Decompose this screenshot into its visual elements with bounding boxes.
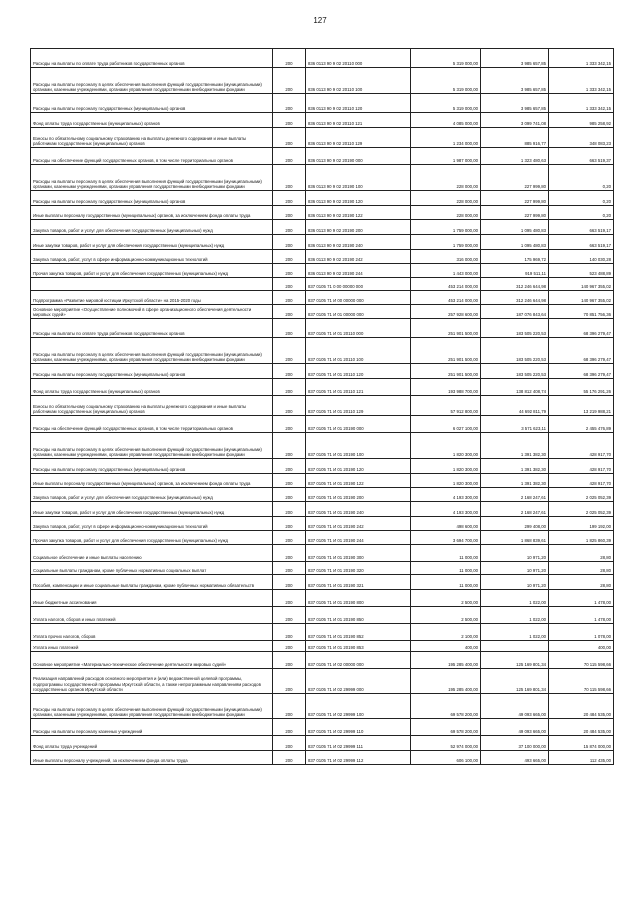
row-plan-amount: 453 214 000,00: [411, 291, 481, 305]
row-name: Прочая закупка товаров, работ и услуг для обеспечения государственных (муниципальных) нужд: [31, 531, 273, 545]
table-row: [31, 652, 614, 669]
row-plan-amount: 5 319 000,00: [411, 94, 481, 113]
row-name: Уплата налогов, сборов и иных платежей: [31, 607, 273, 624]
row-ved-code: 200: [273, 474, 306, 488]
row-remaining-amount: 70 115 598,66: [549, 669, 614, 694]
row-ved-code: 200: [273, 128, 306, 148]
row-executed-amount: 312 246 644,98: [481, 278, 549, 291]
row-classification-code: 837 0105 71 И 02 29999 112: [306, 751, 411, 765]
row-name: Закупка товаров, работ и услуг для обеспечения государственных (муниципальных) нужд: [31, 220, 273, 235]
table-row: [31, 165, 614, 191]
row-classification-code: 837 0105 71 И 01 20190 240: [306, 502, 411, 517]
row-plan-amount: 1 820 300,00: [411, 474, 481, 488]
row-executed-amount: 1 095 480,83: [481, 235, 549, 250]
row-plan-amount: 1 987 000,00: [411, 148, 481, 165]
row-name: Расходы на обеспечение функций государственных органов, в том числе территориальных органов: [31, 416, 273, 433]
row-executed-amount: 227 999,80: [481, 206, 549, 220]
table-row: [31, 669, 614, 694]
row-classification-code: 837 0105 71 И 01 20190 850: [306, 607, 411, 624]
budget-table: [30, 48, 614, 765]
row-remaining-amount: 140 967 355,02: [549, 291, 614, 305]
row-ved-code: 200: [273, 291, 306, 305]
row-executed-amount: 1 391 382,30: [481, 459, 549, 474]
row-executed-amount: 3 099 741,08: [481, 113, 549, 128]
row-ved-code: 200: [273, 319, 306, 338]
table-row: [31, 517, 614, 531]
row-classification-code: 837 0105 71 0 00 00000 000: [306, 278, 411, 291]
row-name: Иные выплаты персоналу учреждений, за исключением фонда оплаты труда: [31, 751, 273, 765]
row-executed-amount: 919 511,11: [481, 264, 549, 278]
row-plan-amount: 498 600,00: [411, 517, 481, 531]
row-executed-amount: 3 985 657,85: [481, 94, 549, 113]
row-classification-code: 836 0113 90 9 02 20190 200: [306, 220, 411, 235]
row-remaining-amount: 663 519,17: [549, 235, 614, 250]
row-classification-code: 837 0105 71 И 01 20110 000: [306, 319, 411, 338]
row-name: [31, 278, 273, 291]
row-remaining-amount: 28,80: [549, 575, 614, 590]
row-remaining-amount: 348 083,23: [549, 128, 614, 148]
row-ved-code: 200: [273, 206, 306, 220]
row-ved-code: 200: [273, 433, 306, 459]
row-plan-amount: 193 988 700,00: [411, 379, 481, 396]
row-executed-amount: 3 985 657,85: [481, 49, 549, 68]
row-plan-amount: 69 578 200,00: [411, 694, 481, 719]
row-remaining-amount: 68 396 279,47: [549, 319, 614, 338]
row-name: Расходы на выплаты персоналу в целях обеспечения выполнения функций государственными (муниципальными) органами, казенными учреждениями, органами управления государственными внебюджетными фондами: [31, 68, 273, 94]
row-remaining-amount: 1 333 342,15: [549, 94, 614, 113]
row-executed-amount: 1 323 480,63: [481, 148, 549, 165]
table-row: [31, 94, 614, 113]
row-classification-code: 837 0105 71 И 01 20110 120: [306, 364, 411, 379]
row-classification-code: 837 0105 71 И 02 29999 000: [306, 669, 411, 694]
row-remaining-amount: 68 396 279,47: [549, 364, 614, 379]
row-remaining-amount: 20 484 535,00: [549, 694, 614, 719]
row-ved-code: 200: [273, 575, 306, 590]
row-name: Иные бюджетные ассигнования: [31, 590, 273, 607]
row-remaining-amount: 68 396 279,47: [549, 338, 614, 364]
row-classification-code: 837 0105 71 И 02 00000 000: [306, 652, 411, 669]
row-remaining-amount: 28,80: [549, 545, 614, 562]
row-executed-amount: 187 076 843,64: [481, 305, 549, 319]
row-remaining-amount: 1 478,00: [549, 607, 614, 624]
row-name: Расходы на выплаты персоналу государственных (муниципальных) органов: [31, 191, 273, 206]
table-row: [31, 220, 614, 235]
row-remaining-amount: 140 967 355,02: [549, 278, 614, 291]
table-row: [31, 338, 614, 364]
row-ved-code: 200: [273, 264, 306, 278]
row-plan-amount: 4 193 300,00: [411, 502, 481, 517]
page-number: 127: [313, 16, 327, 25]
row-classification-code: 836 0113 90 9 02 20110 129: [306, 128, 411, 148]
row-executed-amount: 885 916,77: [481, 128, 549, 148]
row-name: Расходы на выплаты по оплате труда работников государственных органов: [31, 49, 273, 68]
row-ved-code: 200: [273, 562, 306, 575]
row-remaining-amount: 1 825 860,39: [549, 531, 614, 545]
row-plan-amount: 228 000,00: [411, 165, 481, 191]
row-ved-code: 200: [273, 459, 306, 474]
table-row: [31, 545, 614, 562]
table-row: [31, 250, 614, 264]
row-name: Пособия, компенсации и иные социальные выплаты гражданам, кроме публичных нормативных обязательств: [31, 575, 273, 590]
row-ved-code: 200: [273, 235, 306, 250]
row-ved-code: 200: [273, 751, 306, 765]
row-executed-amount: 183 505 220,53: [481, 319, 549, 338]
row-executed-amount: 183 505 220,53: [481, 338, 549, 364]
row-plan-amount: 1 234 000,00: [411, 128, 481, 148]
row-plan-amount: 69 578 200,00: [411, 719, 481, 736]
row-remaining-amount: 985 258,92: [549, 113, 614, 128]
row-executed-amount: 1 868 839,61: [481, 531, 549, 545]
row-name: Взносы по обязательному социальному страхованию на выплаты денежного содержания и иные выплаты работникам государственных (муниципальных) органов: [31, 396, 273, 416]
row-classification-code: 837 0105 71 И 02 29999 100: [306, 694, 411, 719]
row-ved-code: 200: [273, 220, 306, 235]
row-name: Расходы на обеспечение функций государственных органов, в том числе территориальных органов: [31, 148, 273, 165]
row-plan-amount: 52 974 000,00: [411, 736, 481, 751]
table-row: [31, 575, 614, 590]
row-name: Социальное обеспечение и иные выплаты населению: [31, 545, 273, 562]
row-plan-amount: 11 000,00: [411, 545, 481, 562]
row-plan-amount: 228 000,00: [411, 191, 481, 206]
row-name: Основное мероприятие «Осуществление полномочий в сфере организационного обеспечения деятельности мировых судей»: [31, 305, 273, 319]
table-row: [31, 719, 614, 736]
table-row: [31, 459, 614, 474]
row-plan-amount: 2 100,00: [411, 624, 481, 641]
row-remaining-amount: 70 115 598,66: [549, 652, 614, 669]
row-classification-code: 836 0113 90 9 02 20110 121: [306, 113, 411, 128]
row-classification-code: 837 0105 71 И 01 20110 129: [306, 396, 411, 416]
row-classification-code: 837 0105 71 И 01 20190 800: [306, 590, 411, 607]
row-classification-code: 837 0105 71 И 01 20190 244: [306, 531, 411, 545]
row-executed-amount: 299 408,00: [481, 517, 549, 531]
row-remaining-amount: 112 435,00: [549, 751, 614, 765]
row-name: Расходы на выплаты персоналу в целях обеспечения выполнения функций государственными (муниципальными) органами, казенными учреждениями, органами управления государственными внебюджетными фондами: [31, 694, 273, 719]
row-plan-amount: 4 193 300,00: [411, 488, 481, 502]
row-remaining-amount: 28,80: [549, 562, 614, 575]
row-ved-code: 200: [273, 396, 306, 416]
row-ved-code: 200: [273, 502, 306, 517]
row-remaining-amount: 428 917,70: [549, 474, 614, 488]
row-plan-amount: 11 000,00: [411, 562, 481, 575]
row-name: Иные закупки товаров, работ и услуг для обеспечения государственных (муниципальных) нужд: [31, 235, 273, 250]
row-executed-amount: 312 246 644,98: [481, 291, 549, 305]
row-name: Уплата иных платежей: [31, 641, 273, 652]
row-name: Социальные выплаты гражданам, кроме публичных нормативных социальных выплат: [31, 562, 273, 575]
row-ved-code: 200: [273, 694, 306, 719]
row-classification-code: 836 0113 90 9 02 20190 120: [306, 191, 411, 206]
row-executed-amount: 44 692 811,79: [481, 396, 549, 416]
row-ved-code: 200: [273, 641, 306, 652]
row-executed-amount: 2 168 247,61: [481, 488, 549, 502]
row-executed-amount: 1 022,00: [481, 590, 549, 607]
row-classification-code: 836 0113 90 9 02 20190 244: [306, 264, 411, 278]
row-name: Расходы на выплаты персоналу в целях обеспечения выполнения функций государственными (муниципальными) органами, казенными учреждениями, органами управления государственными внебюджетными фондами: [31, 165, 273, 191]
table-row: [31, 291, 614, 305]
row-ved-code: 200: [273, 488, 306, 502]
table-row: [31, 305, 614, 319]
table-row: [31, 235, 614, 250]
row-executed-amount: 3 571 623,11: [481, 416, 549, 433]
row-plan-amount: 251 901 500,00: [411, 338, 481, 364]
row-plan-amount: 257 928 600,00: [411, 305, 481, 319]
row-name: Закупка товаров, работ и услуг для обеспечения государственных (муниципальных) нужд: [31, 488, 273, 502]
row-plan-amount: 57 912 800,00: [411, 396, 481, 416]
row-plan-amount: 4 085 000,00: [411, 113, 481, 128]
row-classification-code: 837 0105 71 И 02 29999 110: [306, 719, 411, 736]
row-classification-code: 837 0105 71 И 01 20190 122: [306, 474, 411, 488]
row-classification-code: 837 0105 71 И 00 00000 000: [306, 291, 411, 305]
row-classification-code: 837 0105 71 И 01 00000 000: [306, 305, 411, 319]
table-row: [31, 488, 614, 502]
row-name: Основное мероприятие «Материально-техническое обеспечение деятельности мировых судей»: [31, 652, 273, 669]
row-classification-code: 837 0105 71 И 01 20190 100: [306, 433, 411, 459]
table-row: [31, 113, 614, 128]
row-executed-amount: 1 391 382,30: [481, 433, 549, 459]
row-classification-code: 837 0105 71 И 01 20190 200: [306, 488, 411, 502]
table-row: [31, 49, 614, 68]
row-classification-code: 837 0105 71 И 02 29999 111: [306, 736, 411, 751]
row-ved-code: 200: [273, 531, 306, 545]
row-remaining-amount: 1 333 342,15: [549, 49, 614, 68]
table-row: [31, 624, 614, 641]
row-remaining-amount: 428 917,70: [549, 459, 614, 474]
table-row: [31, 319, 614, 338]
row-classification-code: 836 0113 90 9 02 20110 100: [306, 68, 411, 94]
table-row: [31, 278, 614, 291]
row-executed-amount: 227 999,80: [481, 191, 549, 206]
row-remaining-amount: 2 025 052,39: [549, 488, 614, 502]
row-classification-code: 837 0105 71 И 01 20190 321: [306, 575, 411, 590]
row-plan-amount: 11 000,00: [411, 575, 481, 590]
row-executed-amount: 10 971,20: [481, 575, 549, 590]
table-row: [31, 590, 614, 607]
row-plan-amount: 453 214 000,00: [411, 278, 481, 291]
row-remaining-amount: 0,20: [549, 191, 614, 206]
row-executed-amount: 175 969,72: [481, 250, 549, 264]
row-name: Расходы на выплаты персоналу государственных (муниципальных) органов: [31, 94, 273, 113]
row-plan-amount: 1 820 300,00: [411, 459, 481, 474]
budget-table-body: [31, 49, 614, 765]
row-ved-code: 200: [273, 278, 306, 291]
row-remaining-amount: 2 025 052,39: [549, 502, 614, 517]
row-plan-amount: 606 100,00: [411, 751, 481, 765]
row-plan-amount: 195 285 400,00: [411, 669, 481, 694]
table-row: [31, 607, 614, 624]
row-classification-code: 837 0105 71 И 01 20190 000: [306, 416, 411, 433]
row-name: Фонд оплаты труда государственных (муниципальных) органов: [31, 379, 273, 396]
row-plan-amount: 6 027 100,00: [411, 416, 481, 433]
row-remaining-amount: 663 519,17: [549, 220, 614, 235]
row-plan-amount: 5 319 000,00: [411, 68, 481, 94]
row-classification-code: 836 0113 90 9 02 20110 000: [306, 49, 411, 68]
row-name: Расходы на выплаты персоналу в целях обеспечения выполнения функций государственными (муниципальными) органами, казенными учреждениями, органами управления государственными внебюджетными фондами: [31, 338, 273, 364]
row-plan-amount: 228 000,00: [411, 206, 481, 220]
row-name: Иные выплаты персоналу государственных (муниципальных) органов, за исключением фонда оплаты труда: [31, 474, 273, 488]
table-row: [31, 148, 614, 165]
row-plan-amount: 316 000,00: [411, 250, 481, 264]
row-remaining-amount: 55 176 291,26: [549, 379, 614, 396]
row-ved-code: 200: [273, 364, 306, 379]
row-plan-amount: 2 500,00: [411, 607, 481, 624]
row-classification-code: 836 0113 90 9 02 20190 000: [306, 148, 411, 165]
table-row: [31, 206, 614, 220]
row-name: Фонд оплаты труда учреждений: [31, 736, 273, 751]
row-remaining-amount: 70 851 756,36: [549, 305, 614, 319]
table-row: [31, 694, 614, 719]
row-plan-amount: 3 694 700,00: [411, 531, 481, 545]
row-name: Фонд оплаты труда государственных (муниципальных) органов: [31, 113, 273, 128]
row-remaining-amount: 2 455 476,89: [549, 416, 614, 433]
row-ved-code: 200: [273, 148, 306, 165]
row-plan-amount: 400,00: [411, 641, 481, 652]
row-classification-code: 836 0113 90 9 02 20190 122: [306, 206, 411, 220]
row-executed-amount: 10 971,20: [481, 545, 549, 562]
row-remaining-amount: 428 917,70: [549, 433, 614, 459]
row-ved-code: 200: [273, 736, 306, 751]
row-name: Прочая закупка товаров, работ и услуг для обеспечения государственных (муниципальных) нужд: [31, 264, 273, 278]
table-row: [31, 474, 614, 488]
row-ved-code: 200: [273, 305, 306, 319]
row-classification-code: 837 0105 71 И 01 20190 320: [306, 562, 411, 575]
row-executed-amount: 125 169 801,34: [481, 669, 549, 694]
row-plan-amount: 2 500,00: [411, 590, 481, 607]
row-name: Расходы на выплаты персоналу государственных (муниципальных) органов: [31, 459, 273, 474]
row-plan-amount: 1 759 000,00: [411, 220, 481, 235]
row-executed-amount: 125 169 801,34: [481, 652, 549, 669]
table-row: [31, 396, 614, 416]
row-ved-code: 200: [273, 379, 306, 396]
table-row: [31, 751, 614, 765]
row-executed-amount: [481, 641, 549, 652]
row-remaining-amount: 523 488,89: [549, 264, 614, 278]
row-remaining-amount: 1 478,00: [549, 590, 614, 607]
row-ved-code: 200: [273, 191, 306, 206]
row-executed-amount: 1 022,00: [481, 624, 549, 641]
row-classification-code: 837 0105 71 И 01 20110 121: [306, 379, 411, 396]
table-row: [31, 416, 614, 433]
row-ved-code: 200: [273, 68, 306, 94]
row-ved-code: 200: [273, 669, 306, 694]
row-ved-code: 200: [273, 113, 306, 128]
row-remaining-amount: 15 874 000,00: [549, 736, 614, 751]
row-remaining-amount: 13 219 988,21: [549, 396, 614, 416]
table-row: [31, 379, 614, 396]
row-ved-code: 200: [273, 517, 306, 531]
row-classification-code: 837 0105 71 И 01 20190 242: [306, 517, 411, 531]
row-name: Подпрограмма «Развитие мировой юстиции Иркутской области» на 2015-2020 годы: [31, 291, 273, 305]
row-classification-code: 836 0113 90 9 02 20190 100: [306, 165, 411, 191]
row-executed-amount: 49 093 665,00: [481, 694, 549, 719]
row-remaining-amount: 1 333 342,15: [549, 68, 614, 94]
row-executed-amount: 493 665,00: [481, 751, 549, 765]
row-plan-amount: 1 820 300,00: [411, 433, 481, 459]
row-ved-code: 200: [273, 416, 306, 433]
row-executed-amount: 49 093 665,00: [481, 719, 549, 736]
row-name: Расходы на выплаты персоналу казенных учреждений: [31, 719, 273, 736]
row-name: Иные выплаты персоналу государственных (муниципальных) органов, за исключением фонда оплаты труда: [31, 206, 273, 220]
row-executed-amount: 138 812 408,74: [481, 379, 549, 396]
row-classification-code: 837 0105 71 И 01 20190 852: [306, 624, 411, 641]
row-name: Закупка товаров, работ, услуг в сфере информационно-коммуникационных технологий: [31, 517, 273, 531]
row-ved-code: 200: [273, 607, 306, 624]
row-executed-amount: 227 999,80: [481, 165, 549, 191]
row-executed-amount: 37 100 000,00: [481, 736, 549, 751]
table-row: [31, 531, 614, 545]
row-ved-code: 200: [273, 49, 306, 68]
table-row: [31, 128, 614, 148]
row-classification-code: 837 0105 71 И 01 20190 300: [306, 545, 411, 562]
row-classification-code: 837 0105 71 И 01 20190 853: [306, 641, 411, 652]
row-plan-amount: 1 759 000,00: [411, 235, 481, 250]
row-remaining-amount: 0,20: [549, 165, 614, 191]
table-row: [31, 364, 614, 379]
table-row: [31, 502, 614, 517]
table-row: [31, 562, 614, 575]
table-row: [31, 641, 614, 652]
row-name: Закупка товаров, работ, услуг в сфере информационно-коммуникационных технологий: [31, 250, 273, 264]
table-row: [31, 433, 614, 459]
row-classification-code: 836 0113 90 9 02 20190 240: [306, 235, 411, 250]
row-name: Иные закупки товаров, работ и услуг для обеспечения государственных (муниципальных) нужд: [31, 502, 273, 517]
row-ved-code: 200: [273, 94, 306, 113]
row-ved-code: 200: [273, 338, 306, 364]
table-row: [31, 68, 614, 94]
row-plan-amount: 251 901 500,00: [411, 364, 481, 379]
row-ved-code: 200: [273, 545, 306, 562]
row-plan-amount: 1 443 000,00: [411, 264, 481, 278]
row-executed-amount: 1 391 382,30: [481, 474, 549, 488]
row-ved-code: 200: [273, 250, 306, 264]
table-row: [31, 736, 614, 751]
row-remaining-amount: 400,00: [549, 641, 614, 652]
row-remaining-amount: 20 484 535,00: [549, 719, 614, 736]
row-name: Реализация направлений расходов основного мероприятия и (или) ведомственной целевой программы, подпрограммы государственной программы Иркутской области, а также непрограммным направлениям расходов государственных органов Иркутской области: [31, 669, 273, 694]
row-classification-code: 837 0105 71 И 01 20190 120: [306, 459, 411, 474]
row-ved-code: 200: [273, 165, 306, 191]
row-ved-code: 200: [273, 624, 306, 641]
row-ved-code: 200: [273, 719, 306, 736]
row-ved-code: 200: [273, 590, 306, 607]
row-plan-amount: 195 285 400,00: [411, 652, 481, 669]
row-name: Расходы на выплаты персоналу в целях обеспечения выполнения функций государственными (муниципальными) органами, казенными учреждениями, органами управления государственными внебюджетными фондами: [31, 433, 273, 459]
row-classification-code: 836 0113 90 9 02 20110 120: [306, 94, 411, 113]
row-name: Уплата прочих налогов, сборов: [31, 624, 273, 641]
row-executed-amount: 1 095 480,83: [481, 220, 549, 235]
row-remaining-amount: 199 192,00: [549, 517, 614, 531]
table-row: [31, 191, 614, 206]
row-name: Расходы на выплаты персоналу государственных (муниципальных) органов: [31, 364, 273, 379]
row-executed-amount: 3 985 657,85: [481, 68, 549, 94]
row-remaining-amount: 663 519,37: [549, 148, 614, 165]
row-remaining-amount: 1 078,00: [549, 624, 614, 641]
row-executed-amount: 10 971,20: [481, 562, 549, 575]
row-classification-code: 837 0105 71 И 01 20110 100: [306, 338, 411, 364]
row-remaining-amount: 0,20: [549, 206, 614, 220]
table-row: [31, 264, 614, 278]
row-classification-code: 836 0113 90 9 02 20190 242: [306, 250, 411, 264]
row-plan-amount: 5 319 000,00: [411, 49, 481, 68]
row-ved-code: 200: [273, 652, 306, 669]
row-name: Взносы по обязательному социальному страхованию на выплаты денежного содержания и иные выплаты работникам государственных (муниципальных) органов: [31, 128, 273, 148]
row-executed-amount: 1 022,00: [481, 607, 549, 624]
row-remaining-amount: 140 030,28: [549, 250, 614, 264]
row-executed-amount: 183 505 220,53: [481, 364, 549, 379]
row-plan-amount: 251 901 500,00: [411, 319, 481, 338]
row-name: Расходы на выплаты по оплате труда работников государственных органов: [31, 319, 273, 338]
row-executed-amount: 2 168 247,61: [481, 502, 549, 517]
